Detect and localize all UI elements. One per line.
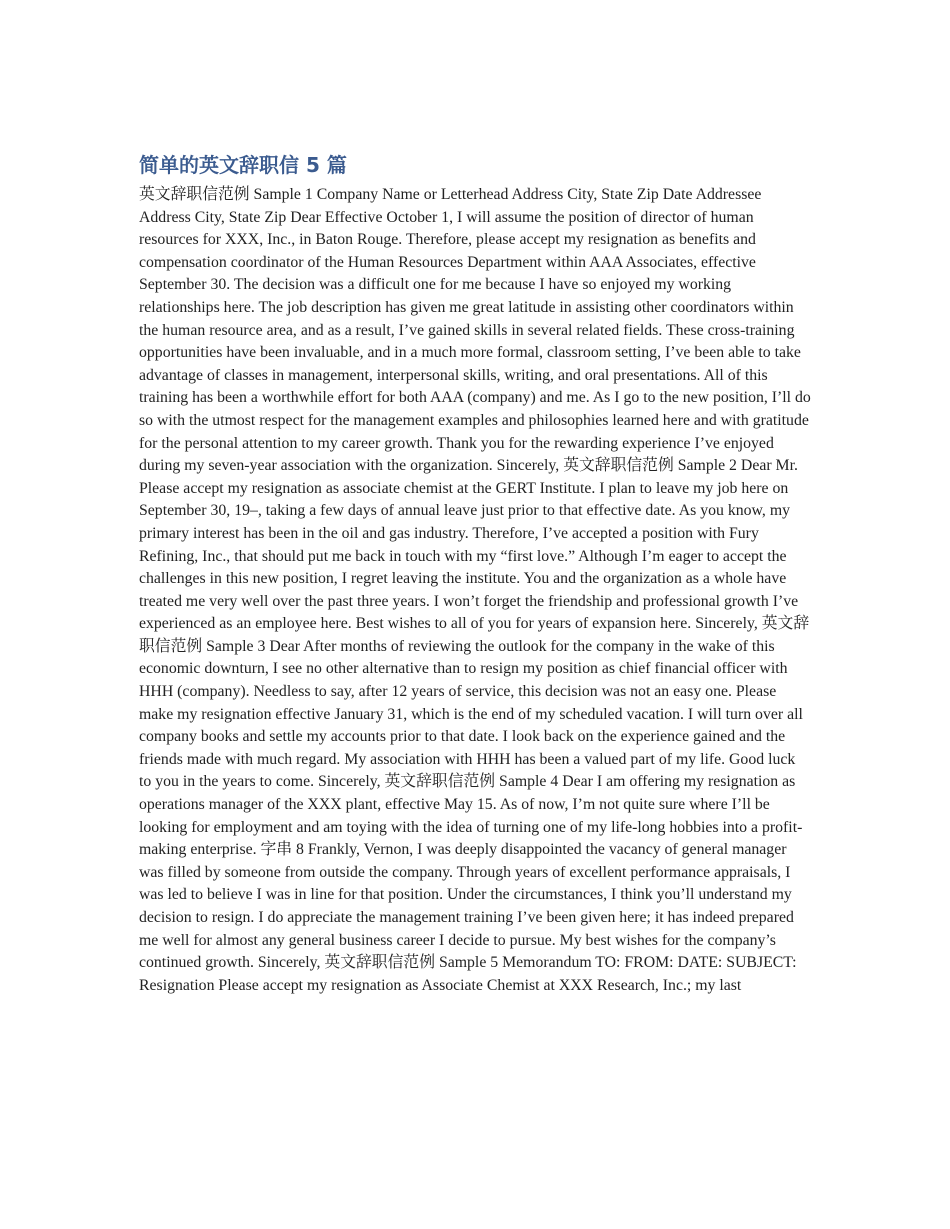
document-title: 简单的英文辞职信 5 篇 <box>139 153 347 177</box>
document-body: 英文辞职信范例 Sample 1 Company Name or Letterhead Address City, State Zip Date Addressee Address City, State Zip Dear Effective October 1, I will assume the position of director of human resources for XXX, Inc., in Baton Rouge. Therefore, please accept my resignation as benefits and compensation coordinator of the Human Resources Department within AAA Associates, effective September 30. The decision was a difficult one for me because I have so enjoyed my working relationships here. The job description has given me great latitude in assisting other coordinators within the human resource area, and as a result, I’ve gained skills in several related fields. These cross-training opportunities have been invaluable, and in a much more formal, classroom setting, I’ve been able to take advantage of classes in management, interpersonal skills, writing, and oral presentations. All of this training has been a worthwhile effort for both AAA (company) and me. As I go to the new position, I’ll do so with the utmost respect for the management examples and philosophies learned here and with gratitude for the personal attention to my career growth. Thank you for the rewarding experience I’ve enjoyed during my seven-year association with the organization. Sincerely, 英文辞职信范例 Sample 2 Dear Mr. Please accept my resignation as associate chemist at the GERT Institute. I plan to leave my job here on September 30, 19–, taking a few days of annual leave just prior to that effective date. As you know, my primary interest has been in the oil and gas industry. Therefore, I’ve accepted a position with Fury Refining, Inc., that should put me back in touch with my “first love.” Although I’m eager to accept the challenges in this new position, I regret leaving the institute. You and the organization as a whole have treated me very well over the past three years. I won’t forget the friendship and professional growth I’ve experienced as an employee here. Best wishes to all of you for years of expansion here. Sincerely, 英文辞职信范例 Sample 3 Dear After months of reviewing the outlook for the company in the wake of this economic downturn, I see no other alternative than to resign my position as chief financial officer with HHH (company). Needless to say, after 12 years of service, this decision was not an easy one. Please make my resignation effective January 31, which is the end of my scheduled vacation. I will turn over all company books and settle my accounts prior to that date. I look back on the experience gained and the friends made with much regard. My association with HHH has been a valued part of my life. Good luck to you in the years to come. Sincerely, 英文辞职信范例 Sample 4 Dear I am offering my resignation as operations manager of the XXX plant, effective May 15. As of now, I’m not quite sure where I’ll be looking for employment and am toying with the idea of turning one of my life-long hobbies into a profit-making enterprise. 字串 8 Frankly, Vernon, I was deeply disappointed the vacancy of general manager was filled by someone from outside the company. Through years of excellent performance appraisals, I was led to believe I was in line for that position. Under the circumstances, I think you’ll understand my decision to resign. I do appreciate the management training I’ve been given here; it has indeed prepared me well for almost any general business career I decide to pursue. My best wishes for the company’s continued growth. Sincerely, 英文辞职信范例 Sample 5 Memorandum TO: FROM: DATE: SUBJECT: Resignation Please accept my resignation as Associate Chemist at XXX Research, Inc.; my last <box>139 186 811 994</box>
